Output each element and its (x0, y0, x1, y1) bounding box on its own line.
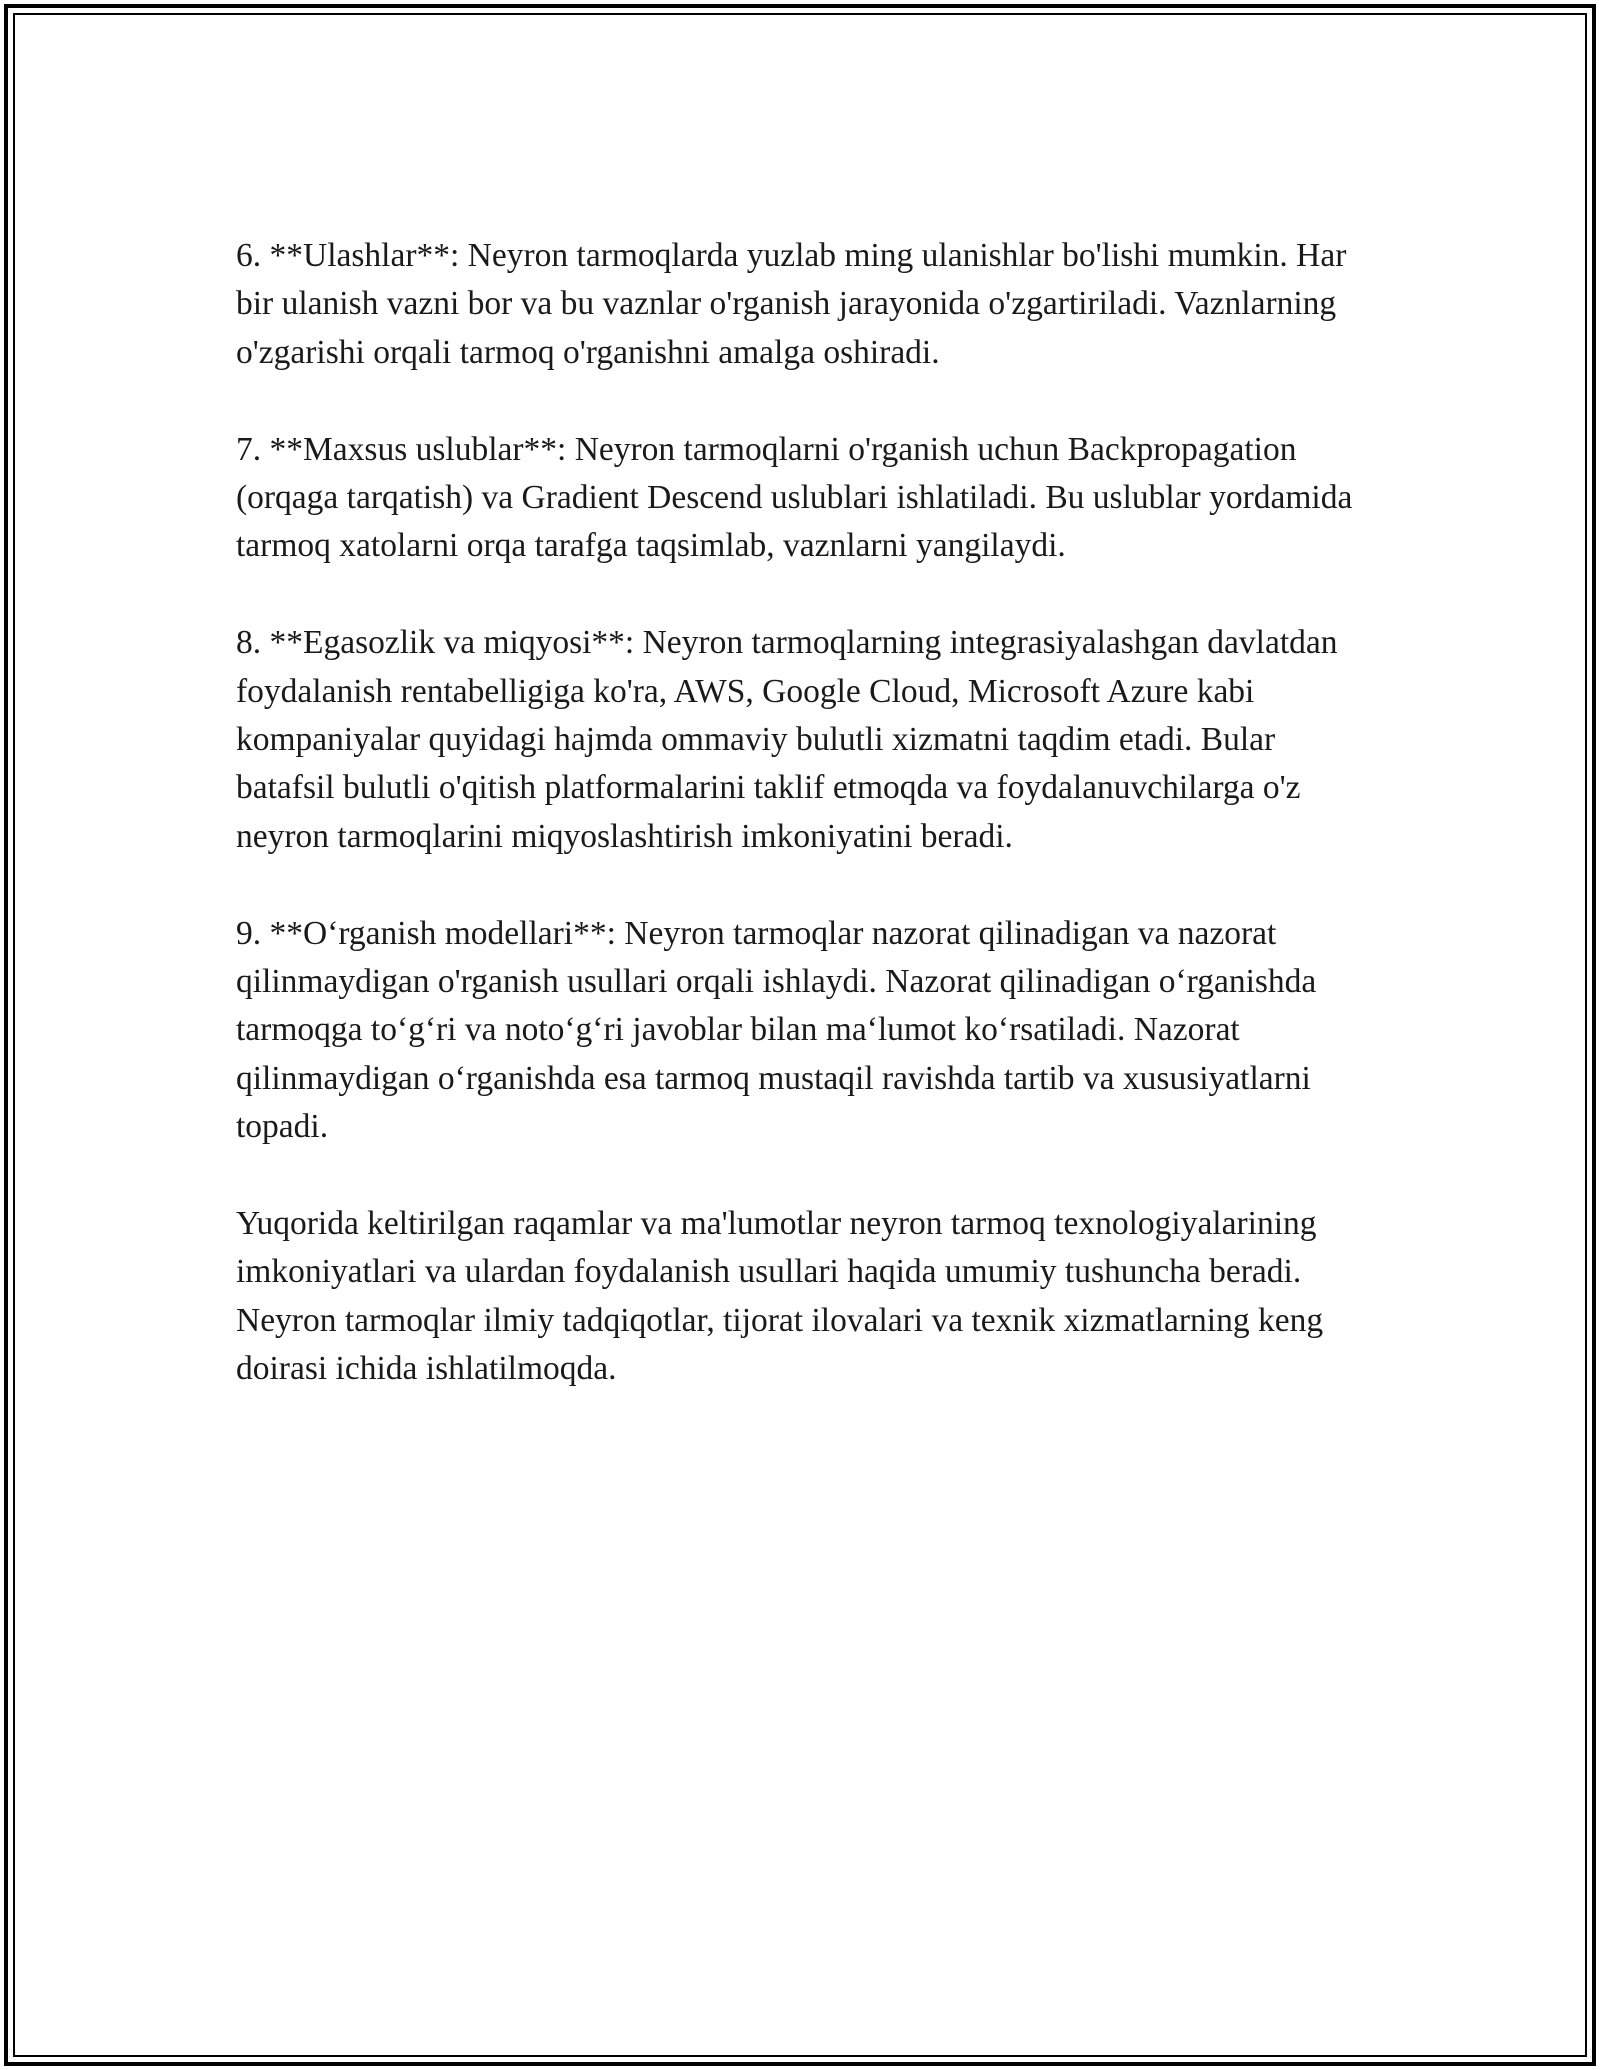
paragraph-item-8: 8. **Egasozlik va miqyosi**: Neyron tarmoqlarning integrasiyalashgan davlatdan foydalanish rentabelligiga ko'ra, AWS, Google Cloud, Microsoft Azure kabi kompaniyalar quyidagi hajmda ommaviy bulutli xizmatni taqdim etadi. Bular batafsil bulutli o'qitish platformalarini taklif etmoqda va foydalanuvchilarga o'z neyron tarmoqlarini miqyoslashtirish imkoniyatini beradi. (236, 624, 1338, 855)
paragraph-item-7: 7. **Maxsus uslublar**: Neyron tarmoqlarni o'rganish uchun Backpropagation (orqaga tarqatish) va Gradient Descend uslublari ishlatiladi. Bu uslublar yordamida tarmoq xatolarni orqa tarafga taqsimlab, vaznlarni yangilaydi. (236, 430, 1353, 565)
paragraph-item-6: 6. **Ulashlar**: Neyron tarmoqlarda yuzlab ming ulanishlar bo'lishi mumkin. Har bir ulanish vazni bor va bu vaznlar o'rganish jarayonida o'zgartiriladi. Vaznlarning o'zgarishi orqali tarmoq o'rganishni amalga oshiradi. (236, 237, 1347, 371)
paragraph-summary: Yuqorida keltirilgan raqamlar va ma'lumotlar neyron tarmoq texnologiyalarining imkoniyatlari va ulardan foydalanish usullari haqida umumiy tushuncha beradi. Neyron tarmoqlar ilmiy tadqiqotlar, tijorat ilovalari va texnik xizmatlarning keng doirasi ichida ishlatilmoqda. (236, 1205, 1324, 1388)
document-body (236, 232, 1376, 1442)
paragraph-item-9: 9. **O‘rganish modellari**: Neyron tarmoqlar nazorat qilinadigan va nazorat qilinmaydigan o'rganish usullari orqali ishlaydi. Nazorat qilinadigan o‘rganishda tarmoqga to‘g‘ri va noto‘g‘ri javoblar bilan ma‘lumot ko‘rsatiladi. Nazorat qilinmaydigan o‘rganishda esa tarmoq mustaqil ravishda tartib va xususiyatlarni topadi. (236, 914, 1317, 1146)
